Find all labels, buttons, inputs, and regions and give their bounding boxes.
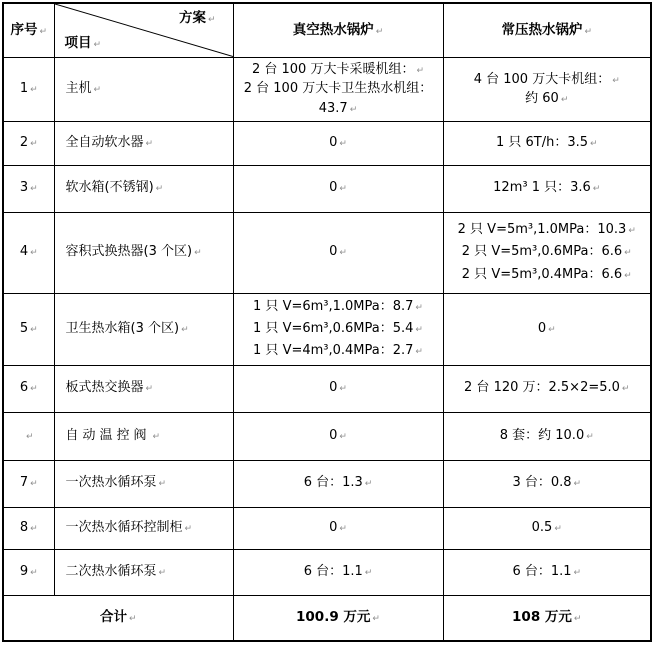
row-no [3, 460, 54, 507]
total-vacuum-value [233, 595, 443, 641]
paragraph-mark-icon: ↵ [560, 95, 569, 105]
paragraph-mark-icon: ↵ [628, 226, 636, 237]
row-item [54, 549, 233, 595]
table-row-volumetric-exchanger [3, 212, 651, 293]
boiler-comparison-table [2, 2, 652, 642]
row-vacuum-value [233, 212, 443, 293]
row-vacuum-value [233, 165, 443, 212]
row-atmos-value [443, 507, 651, 549]
paragraph-mark-icon: ↵ [364, 567, 373, 578]
row-item [54, 57, 233, 121]
paragraph-mark-icon: ↵ [586, 431, 594, 442]
paragraph-mark-icon: ↵ [30, 324, 38, 335]
table-row-main-unit [3, 57, 651, 121]
row-atmos-value [443, 293, 651, 365]
paragraph-mark-icon: ↵ [548, 324, 556, 335]
paragraph-mark-icon: ↵ [30, 84, 38, 95]
row-atmos-value [443, 412, 651, 460]
row-atmos-value [443, 365, 651, 412]
cell-text-line: 8 ↵ [19, 519, 38, 535]
row-item [54, 165, 233, 212]
paragraph-mark-icon: ↵ [415, 324, 423, 335]
paragraph-mark-icon: ↵ [416, 65, 425, 76]
table-row-softener [3, 121, 651, 165]
cell-text-line: 7 ↵ [19, 475, 38, 491]
row-no [3, 365, 54, 412]
row-atmos-value [443, 212, 651, 293]
paragraph-mark-icon: ↵ [93, 39, 102, 50]
row-item [54, 212, 233, 293]
cell-text-line: 0 ↵ [329, 427, 347, 443]
row-no [3, 293, 54, 365]
cell-text-line: 二次热水循环泵 ↵ [65, 563, 167, 579]
paragraph-mark-icon: ↵ [30, 184, 38, 195]
cell-text-line: 0 ↵ [329, 380, 347, 396]
cell-text-line: 0 ↵ [329, 244, 347, 260]
row-item [54, 460, 233, 507]
paragraph-mark-icon: ↵ [372, 614, 380, 625]
paragraph-mark-icon: ↵ [612, 75, 620, 86]
cell-text-line: 9 ↵ [19, 563, 38, 579]
cell-text-line: 2 台 120 万：2.5×2=5.0 ↵ [464, 380, 630, 396]
paragraph-mark-icon: ↵ [207, 15, 216, 25]
row-atmos-value [443, 121, 651, 165]
cell-text-line: 6 台：1.1 ↵ [512, 563, 582, 579]
cell-text-line: 真空热水锅炉 ↵ [292, 21, 384, 38]
cell-text-line: 容积式换热器(3 个区) ↵ [65, 244, 202, 260]
cell-text-line: 软水箱(不锈钢) ↵ [65, 180, 164, 196]
cell-text-line: 常压热水锅炉 ↵ [501, 21, 593, 38]
cell-text-line: 1 只 V=4m³,0.4MPa：2.7 ↵ [253, 343, 423, 359]
paragraph-mark-icon: ↵ [155, 184, 164, 195]
cell-text-line: 3 台：0.8 ↵ [512, 475, 582, 491]
total-atmos-value [443, 595, 651, 641]
paragraph-mark-icon: ↵ [339, 138, 347, 149]
cell-text-line: 板式热交换器 ↵ [65, 380, 154, 396]
cell-text-line: 4 台 100 万大卡机组： ↵ [473, 71, 620, 87]
row-vacuum-value [233, 57, 443, 121]
cell-text-line: 1 只 6T/h：3.5 ↵ [495, 134, 598, 150]
header-cell-diagonal [54, 3, 233, 57]
cell-text-line: 1 ↵ [19, 80, 38, 96]
row-atmos-value [443, 57, 651, 121]
row-no [3, 549, 54, 595]
paragraph-mark-icon: ↵ [145, 384, 154, 395]
row-no [3, 165, 54, 212]
row-no [3, 57, 54, 121]
paragraph-mark-icon: ↵ [624, 270, 632, 281]
total-row [3, 595, 651, 641]
table-row-primary-pump [3, 460, 651, 507]
cell-text-line: 方案 ↵ [178, 10, 216, 26]
cell-text-line: 2 台 100 万大卡采暖机组： ↵ [251, 61, 425, 77]
cell-text-line: 6 ↵ [19, 380, 38, 396]
paragraph-mark-icon: ↵ [339, 384, 347, 395]
paragraph-mark-icon: ↵ [339, 248, 347, 259]
row-vacuum-value [233, 365, 443, 412]
paragraph-mark-icon: ↵ [152, 431, 161, 442]
header-cell-atmospheric-boiler [443, 3, 651, 57]
paragraph-mark-icon: ↵ [30, 248, 38, 259]
paragraph-mark-icon: ↵ [349, 104, 358, 115]
paragraph-mark-icon: ↵ [375, 26, 384, 37]
table-row-plate-exchanger [3, 365, 651, 412]
cell-text-line: 自动温控阀 ↵ [65, 427, 161, 443]
row-item [54, 293, 233, 365]
row-atmos-value [443, 549, 651, 595]
row-vacuum-value [233, 460, 443, 507]
row-no [3, 412, 54, 460]
header-label-item [65, 32, 102, 55]
header-cell-no [3, 3, 54, 57]
table-row-thermostat-valve [3, 412, 651, 460]
cell-text-line: 0.5 ↵ [531, 519, 562, 535]
row-vacuum-value [233, 293, 443, 365]
paragraph-mark-icon: ↵ [621, 384, 630, 395]
paragraph-mark-icon: ↵ [590, 138, 598, 149]
cell-text-line: 2 只 V=5m³,0.6MPa：6.6 ↵ [461, 244, 632, 260]
cell-text-line: 一次热水循环泵 ↵ [65, 475, 167, 491]
paragraph-mark-icon: ↵ [339, 431, 347, 442]
cell-text-line: 5 ↵ [19, 320, 38, 336]
cell-text-line: 6 台：1.3 ↵ [303, 475, 373, 491]
cell-text-line: 2 只 V=5m³,1.0MPa：10.3 ↵ [457, 222, 636, 238]
cell-text-line: 卫生热水箱(3 个区) ↵ [65, 320, 189, 336]
header-cell-vacuum-boiler [233, 3, 443, 57]
cell-text-line [8, 425, 50, 447]
cell-text-line: 100.9 万元 ↵ [296, 609, 380, 626]
cell-text-line: 全自动软水器 ↵ [65, 134, 154, 150]
row-vacuum-value [233, 549, 443, 595]
row-no [3, 121, 54, 165]
cell-text-line: 2 台 100 万大卡卫生热水机组：43.7 ↵ [243, 81, 433, 116]
row-item [54, 507, 233, 549]
cell-text-line: 0 ↵ [537, 320, 556, 336]
cell-text-line: 8 套：约 10.0 ↵ [499, 427, 594, 443]
paragraph-mark-icon: ↵ [158, 567, 167, 578]
paragraph-mark-icon: ↵ [592, 184, 601, 195]
cell-text-line: 0 ↵ [329, 519, 347, 535]
paragraph-mark-icon: ↵ [30, 384, 38, 395]
paragraph-mark-icon: ↵ [145, 138, 154, 149]
cell-text-line: 0 ↵ [329, 180, 347, 196]
cell-text-line: 合计 ↵ [99, 609, 137, 626]
paragraph-mark-icon: ↵ [584, 26, 593, 37]
cell-text-line: 1 只 V=6m³,0.6MPa：5.4 ↵ [253, 320, 423, 336]
paragraph-mark-icon: ↵ [573, 614, 582, 625]
paragraph-mark-icon: ↵ [339, 184, 347, 195]
paragraph-mark-icon: ↵ [364, 479, 373, 490]
paragraph-mark-icon: ↵ [30, 523, 38, 534]
row-vacuum-value [233, 412, 443, 460]
paragraph-mark-icon: ↵ [128, 614, 137, 625]
cell-text-line: 项目 ↵ [64, 34, 102, 51]
cell-text-line: 约 60 ↵ [525, 91, 569, 106]
cell-text-line: 1 只 V=6m³,1.0MPa：8.7 ↵ [253, 298, 423, 314]
cell-text-line: 12m³ 1 只：3.6 ↵ [493, 180, 601, 196]
paragraph-mark-icon: ↵ [573, 567, 582, 578]
total-label [3, 595, 233, 641]
row-vacuum-value [233, 121, 443, 165]
cell-text-line: 6 台：1.1 ↵ [303, 563, 373, 579]
row-no [3, 212, 54, 293]
cell-text-line: 一次热水循环控制柜 ↵ [65, 519, 193, 535]
paragraph-mark-icon: ↵ [30, 479, 38, 490]
paragraph-mark-icon: ↵ [181, 324, 189, 335]
row-no [3, 507, 54, 549]
table-row-soft-water-tank [3, 165, 651, 212]
cell-text-line: 0 ↵ [329, 134, 347, 150]
row-item [54, 365, 233, 412]
paragraph-mark-icon: ↵ [415, 302, 423, 313]
header-label-plan [179, 7, 216, 30]
paragraph-mark-icon: ↵ [39, 26, 48, 37]
table-row-sanitary-tank [3, 293, 651, 365]
paragraph-mark-icon: ↵ [573, 479, 582, 490]
paragraph-mark-icon: ↵ [93, 84, 102, 95]
paragraph-mark-icon: ↵ [624, 248, 632, 259]
cell-text-line: 序号 ↵ [10, 21, 48, 38]
row-atmos-value [443, 165, 651, 212]
row-item [54, 121, 233, 165]
table-row-primary-control-cabinet [3, 507, 651, 549]
cell-text-line: 3 ↵ [19, 180, 38, 196]
row-atmos-value [443, 460, 651, 507]
cell-text-line: 2 只 V=5m³,0.4MPa：6.6 ↵ [461, 266, 632, 282]
row-vacuum-value [233, 507, 443, 549]
paragraph-mark-icon: ↵ [30, 567, 38, 578]
paragraph-mark-icon: ↵ [554, 523, 562, 534]
paragraph-mark-icon: ↵ [184, 523, 193, 534]
table-row-secondary-pump [3, 549, 651, 595]
row-item [54, 412, 233, 460]
paragraph-mark-icon: ↵ [339, 523, 347, 534]
paragraph-mark-icon: ↵ [415, 347, 423, 358]
paragraph-mark-icon: ↵ [25, 431, 34, 442]
cell-text-line: 4 ↵ [19, 244, 38, 260]
header-row [3, 3, 651, 57]
cell-text-line: 主机 ↵ [65, 80, 102, 96]
cell-text-line: 108 万元 ↵ [512, 609, 582, 626]
cell-text-line: 2 ↵ [19, 134, 38, 150]
paragraph-mark-icon: ↵ [194, 248, 202, 259]
paragraph-mark-icon: ↵ [30, 138, 38, 149]
paragraph-mark-icon: ↵ [158, 479, 167, 490]
